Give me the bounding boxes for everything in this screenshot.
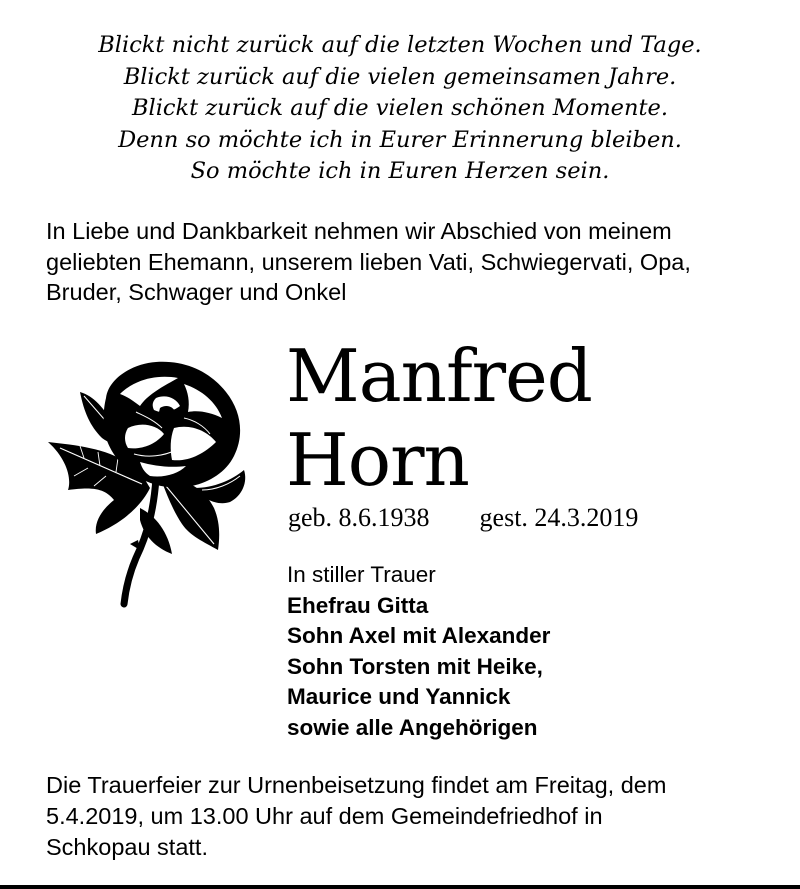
rose-icon <box>44 358 260 608</box>
mourner-line: sowie alle Angehörigen <box>287 714 538 740</box>
mourner-line: Sohn Torsten mit Heike, <box>287 653 543 679</box>
intro-line: Bruder, Schwager und Onkel <box>46 279 347 305</box>
mourner-line: Ehefrau Gitta <box>287 592 429 618</box>
poem-line: Blickt zurück auf die vielen gemeinsamen Jahre. <box>123 63 677 90</box>
poem-line: Blickt zurück auf die vielen schönen Momente. <box>131 95 669 121</box>
farewell-intro <box>46 216 766 308</box>
first-name: Manfred <box>286 334 592 418</box>
mourners-heading: In stiller Trauer <box>287 562 436 587</box>
life-dates <box>288 502 638 534</box>
intro-line: In Liebe und Dankbarkeit nehmen wir Abschied von meinem <box>46 218 672 244</box>
poem-line: Blickt nicht zurück auf die letzten Wochen und Tage. <box>98 32 702 58</box>
mourner-line: Sohn Axel mit Alexander <box>287 623 551 648</box>
ceremony-line: 5.4.2019, um 13.00 Uhr auf dem Gemeindefriedhof in <box>46 803 603 829</box>
birth-date: geb. 8.6.1938 <box>288 503 430 532</box>
last-name: Horn <box>286 418 469 502</box>
poem-line: So möchte ich in Euren Herzen sein. <box>190 158 610 184</box>
ceremony-info <box>46 770 766 863</box>
poem-line: Denn so möchte ich in Eurer Erinnerung bleiben. <box>118 126 682 153</box>
deceased-name <box>286 334 592 502</box>
intro-line: geliebten Ehemann, unserem lieben Vati, Schwiegervati, Opa, <box>46 248 691 275</box>
memorial-poem <box>0 30 800 188</box>
mourner-line: Maurice und Yannick <box>287 684 511 709</box>
ceremony-line: Die Trauerfeier zur Urnenbeisetzung findet am Freitag, dem <box>46 772 667 798</box>
ceremony-line: Schkopau statt. <box>46 834 208 860</box>
death-date: gest. 24.3.2019 <box>479 503 639 532</box>
bottom-border <box>0 885 800 889</box>
mourners-list <box>287 560 550 743</box>
